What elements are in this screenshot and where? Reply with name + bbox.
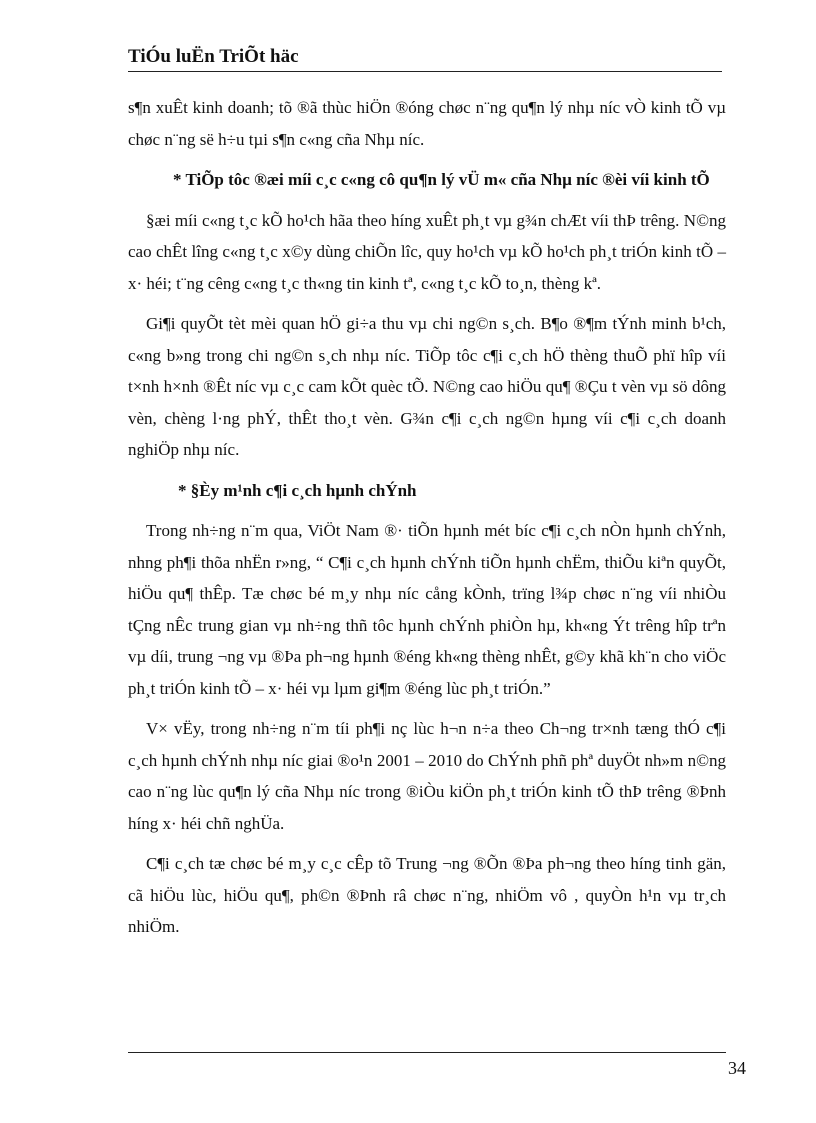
header-rule — [128, 71, 722, 72]
section-heading-macro-tools: * TiÕp tôc ®æi míi c¸c c«ng cô qu¶n lý vÜ m« cña Nhµ níc ®èi víi kinh tÕ — [173, 170, 710, 189]
paragraph-program: V× vËy, trong nh÷ng n¨m tíi ph¶i nç lùc h¬n n÷a theo Ch¬ng tr×nh tæng thÓ c¶i c¸ch hµnh chÝnh nhµ níc giai ®o¹n 2001 – 2010 do ChÝnh phñ phª duyÖt nh»m n©ng cao n¨ng lùc qu¶n lý cña Nhµ níc trong ®iÒu kiÖn ph¸t triÓn kinh tÕ thÞ trêng ®Þnh híng x· héi chñ nghÜa. — [128, 719, 726, 833]
section-heading-admin-reform: * §Èy m¹nh c¶i c¸ch hµnh chÝnh — [178, 480, 417, 500]
paragraph-continuation: s¶n xuÊt kinh doanh; tõ ®ã thùc hiÖn ®óng chøc n¨ng qu¶n lý nhµ níc vÒ kinh tÕ vµ chøc n¨ng së h÷u tµi s¶n c«ng cña Nhµ níc. — [128, 98, 726, 149]
paragraph-budget: Gi¶i quyÕt tèt mèi quan hÖ gi÷a thu vµ chi ng©n s¸ch. B¶o ®¶m tÝnh minh b¹ch, c«ng b»ng trong chi ng©n s¸ch nhµ níc. TiÕp tôc c¶i c¸ch hÖ thèng thuÕ phï hîp víi t×nh h×nh ®Êt níc vµ c¸c cam kÕt quèc tÕ. N©ng cao hiÖu qu¶ ®Çu t vèn vµ sö dông vèn, chèng l·ng phÝ, thÊt tho¸t vèn. G¾n c¶i c¸ch ng©n hµng víi c¶i c¸ch doanh nghiÖp nhµ níc. — [128, 314, 726, 459]
paragraph-admin-reform: Trong nh÷ng n¨m qua, ViÖt Nam ®· tiÕn hµnh mét bíc c¶i c¸ch nÒn hµnh chÝnh, nhng ph¶i thõa nhËn r»ng, “ C¶i c¸ch hµnh chÝnh tiÕn hµnh chËm, thiÕu kiªn quyÕt, hiÖu qu¶ thÊp. Tæ chøc bé m¸y nhµ níc cång kÒnh, trïng l¾p chøc n¨ng víi nhiÒu tÇng nÊc trung gian vµ nh÷ng thñ tôc hµnh chÝnh phiÒn hµ, kh«ng Ýt trêng hîp trªn vµ díi, trung ¬ng vµ ®Þa ph¬ng hµnh ®éng kh«ng thèng nhÊt, g©y khã kh¨n cho viÖc ph¸t triÓn kinh tÕ – x· héi vµ lµm gi¶m ®éng lùc ph¸t triÓn.” — [128, 521, 726, 698]
paragraph-apparatus: C¶i c¸ch tæ chøc bé m¸y c¸c cÊp tõ Trung ¬ng ®Õn ®Þa ph¬ng theo híng tinh gän, cã hiÖu lùc, hiÖu qu¶, ph©n ®Þnh râ chøc n¨ng, nhiÖm vô , quyÒn h¹n vµ tr¸ch nhiÖm. — [128, 854, 726, 936]
running-header: TiÓu luËn TriÕt häc — [128, 46, 299, 67]
page-number: 34 — [728, 1058, 746, 1078]
paragraph-planning: §æi míi c«ng t¸c kÕ ho¹ch hãa theo híng xuÊt ph¸t vµ g¾n chÆt víi thÞ trêng. N©ng cao chÊt lîng c«ng t¸c x©y dùng chiÕn lîc, quy ho¹ch vµ kÕ ho¹ch ph¸t triÓn kinh tÕ – x· héi; t¨ng cêng c«ng t¸c th«ng tin kinh tª, c«ng t¸c kÕ to¸n, thèng kª. — [128, 210, 726, 293]
body-text — [128, 92, 726, 943]
footer-rule — [128, 1052, 726, 1053]
